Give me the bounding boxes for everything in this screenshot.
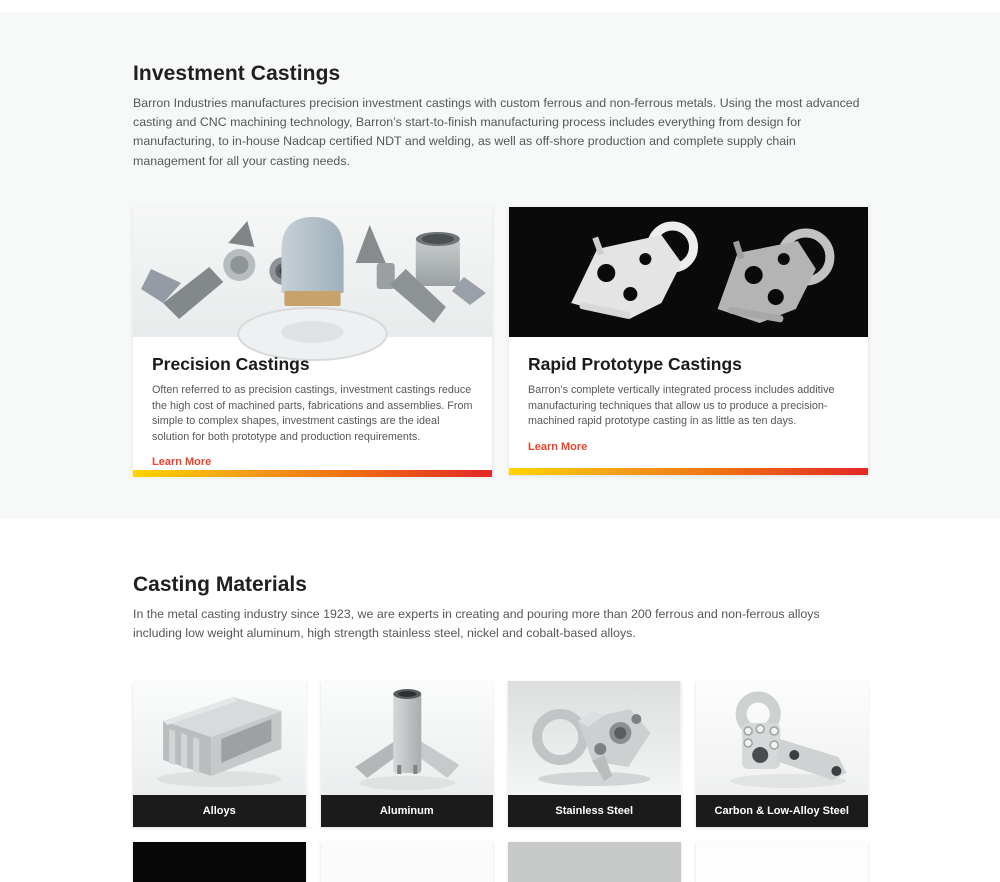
material-label-carbon-low-alloy-steel: Carbon & Low-Alloy Steel — [696, 795, 869, 827]
precision-castings-card — [133, 207, 492, 475]
top-whitespace — [0, 0, 1000, 12]
investment-castings-description: Barron Industries manufactures precision investment castings with custom ferrous and non-ferrous metals. Using the most advanced casting and CNC machining technology, Barron’s start-to-finish manufacturing process includes everything from design for manufacturing, to in-house Nadcap certified NDT and welding, as well as off-shore production and complete supply chain management for all your casting needs. — [133, 96, 860, 168]
investment-castings-section — [0, 12, 1000, 519]
rapid-prototype-card-description: Barron’s complete vertically integrated process includes additive manufacturing techniques that allow us to produce a precision-machined rapid prototype casting in as little as ten days. — [528, 383, 835, 428]
materials-row — [133, 681, 868, 827]
rapid-prototype-castings-card — [509, 207, 868, 475]
precision-castings-photo — [133, 207, 492, 337]
aluminum-photo — [321, 681, 494, 795]
investment-castings-title: Investment Castings — [133, 62, 341, 85]
material-image-partial[interactable] — [508, 842, 681, 882]
alloys-photo — [133, 681, 306, 795]
material-card-aluminum[interactable] — [321, 681, 494, 827]
material-label-alloys: Alloys — [133, 795, 306, 827]
material-image-partial[interactable] — [696, 842, 869, 882]
feature-cards-row — [133, 207, 868, 475]
rapid-prototype-card-title: Rapid Prototype Castings — [528, 353, 742, 374]
material-image-partial[interactable] — [321, 842, 494, 882]
casting-materials-description: In the metal casting industry since 1923, we are experts in creating and pouring more than 200 ferrous and non-ferrous alloys including low weight aluminum, high strength stainless steel, nickel and cobalt-based alloys. — [133, 606, 820, 641]
precision-castings-card-description: Often referred to as precision castings, investment castings reduce the high cost of machined parts, fabrications and assemblies. From simple to complex shapes, investment castings are the ideal solution for both prototype and production requirements. — [152, 383, 473, 443]
rapid-prototype-learn-more-link[interactable]: Learn More — [528, 440, 588, 453]
precision-castings-learn-more-link[interactable]: Learn More — [152, 456, 212, 469]
stainless-steel-photo — [508, 681, 681, 795]
material-image-partial[interactable] — [133, 842, 306, 882]
material-card-stainless-steel[interactable] — [508, 681, 681, 827]
casting-materials-section — [0, 519, 1000, 882]
precision-castings-card-title: Precision Castings — [152, 353, 310, 374]
material-card-carbon-low-alloy-steel[interactable] — [696, 681, 869, 827]
rapid-prototype-castings-photo — [509, 207, 868, 337]
material-card-alloys[interactable] — [133, 681, 306, 827]
material-label-aluminum: Aluminum — [321, 795, 494, 827]
materials-row-partial — [133, 842, 868, 882]
casting-materials-title: Casting Materials — [133, 572, 307, 596]
card-accent-gradient-bar — [133, 470, 492, 477]
card-accent-gradient-bar — [509, 468, 868, 475]
material-label-stainless-steel: Stainless Steel — [508, 795, 681, 827]
carbon-low-alloy-steel-photo — [696, 681, 869, 795]
